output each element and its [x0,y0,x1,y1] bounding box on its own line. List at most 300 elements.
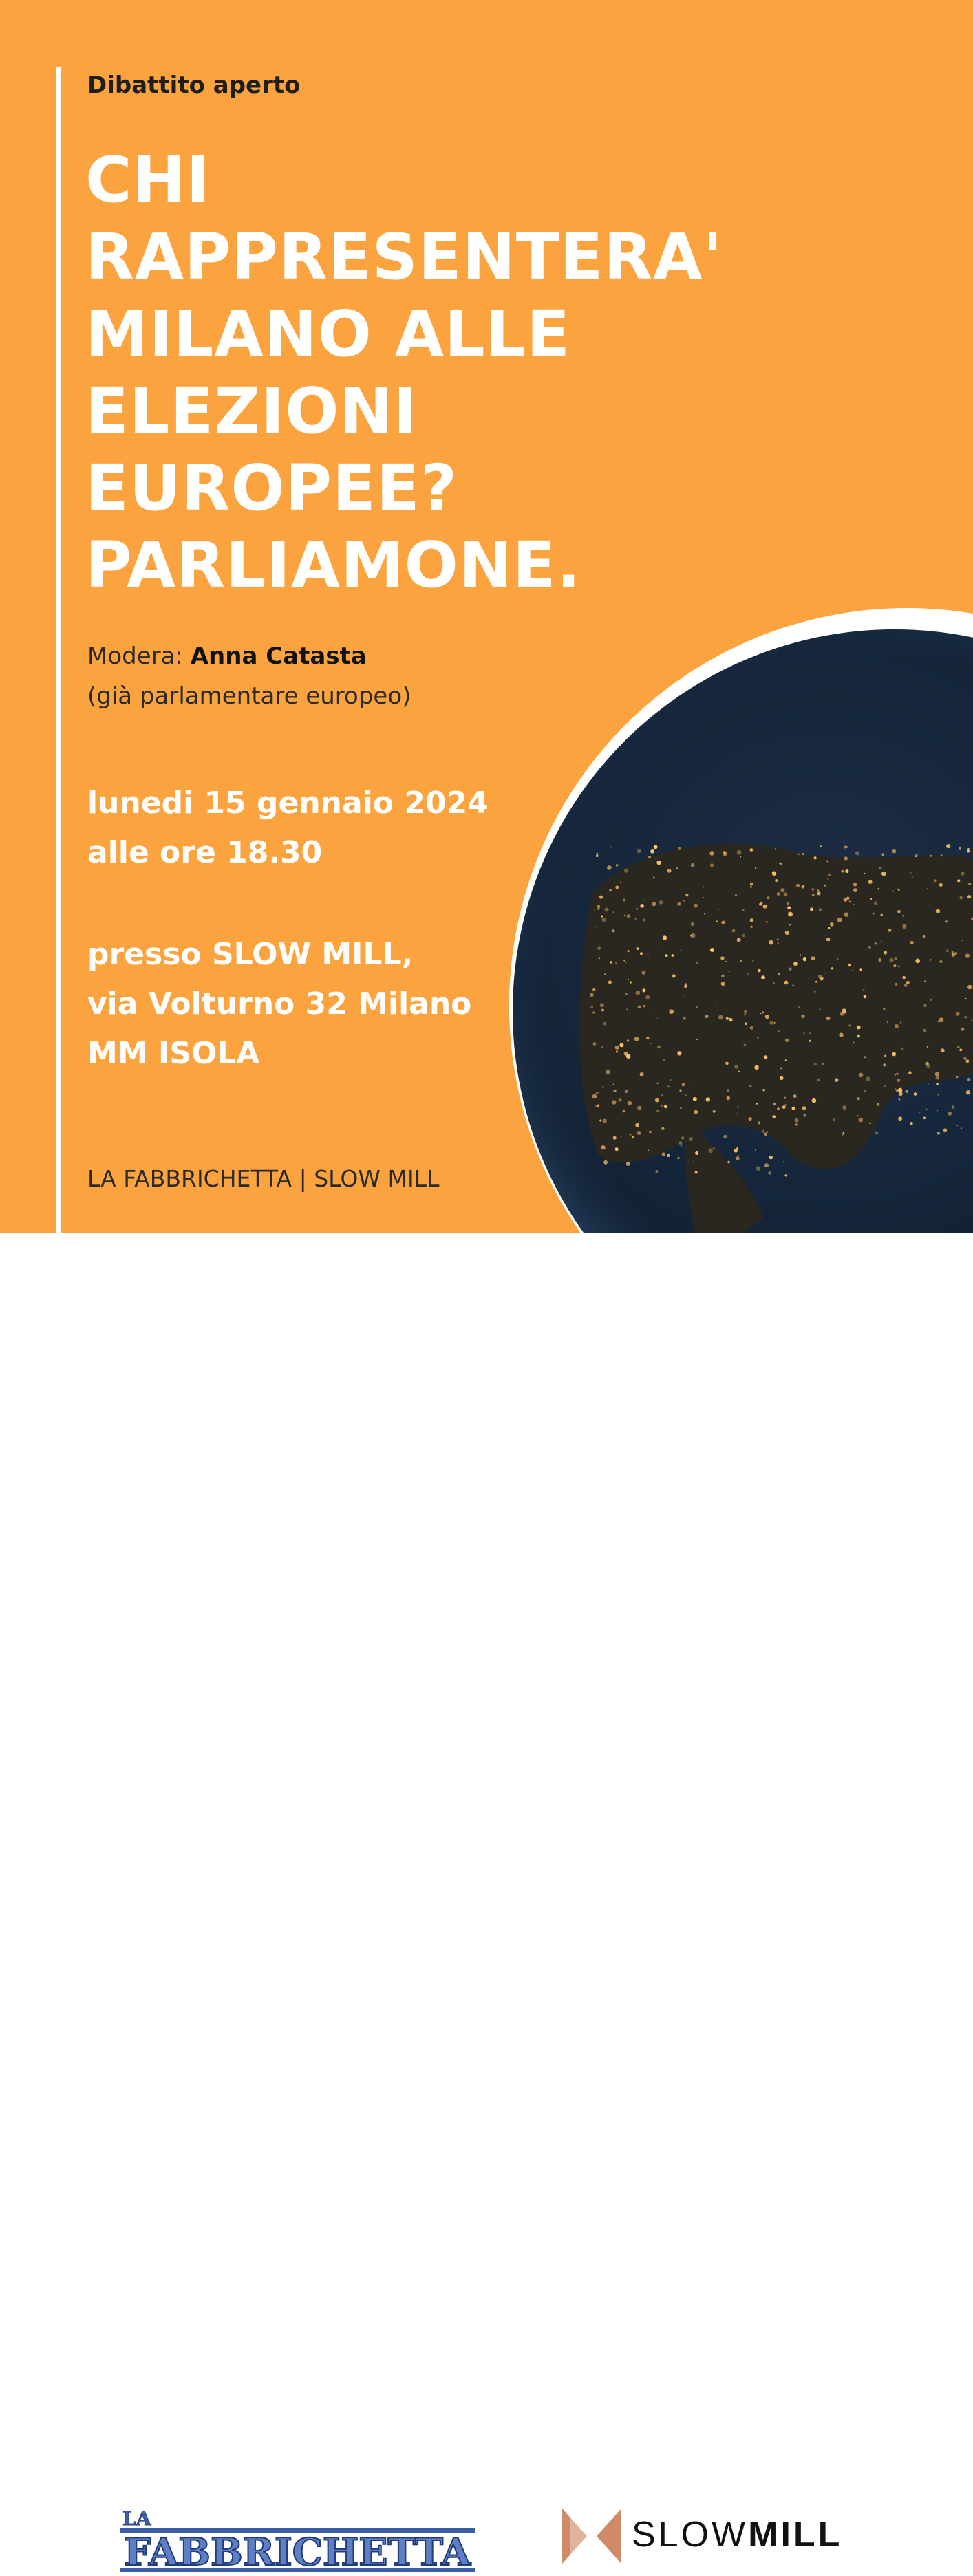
city-light [923,1029,926,1032]
city-light [727,1089,729,1092]
city-light [897,1079,900,1082]
city-light [803,1032,804,1034]
city-light [853,904,855,905]
city-light [642,971,646,975]
city-light [657,1018,659,1019]
city-light [750,926,753,929]
city-light [892,849,897,854]
city-light [813,856,816,859]
city-light [654,845,658,849]
city-light [597,907,600,910]
city-light [793,1094,797,1098]
city-light [680,1107,681,1109]
city-light [663,935,667,940]
city-light [713,1147,715,1149]
city-light [760,1013,762,1014]
fabbrichetta-logo [118,2507,476,2576]
city-light [601,916,603,918]
city-light [592,1011,595,1013]
city-light [952,1105,955,1109]
city-light [777,1107,780,1110]
city-light [601,1009,604,1012]
city-light [750,848,753,852]
city-light [653,877,655,879]
city-light [599,896,603,899]
city-light [817,1079,821,1082]
city-light [864,1090,866,1092]
city-light [967,850,970,853]
city-light [784,1097,786,1099]
city-light [784,893,788,897]
city-light [691,933,696,938]
city-light [898,966,899,967]
city-light [745,1022,747,1025]
city-light [802,885,805,889]
city-light [607,865,612,870]
city-light [853,1042,855,1043]
city-light [767,896,769,899]
city-light [870,898,872,900]
city-light [668,1085,670,1087]
city-light [800,954,801,955]
city-light [613,1136,617,1140]
city-light [635,1123,639,1127]
city-light [636,908,638,910]
city-light [672,974,676,977]
city-light [642,988,645,992]
city-light [610,846,612,847]
city-light [637,1131,641,1135]
city-light [852,970,853,971]
city-light [839,1033,843,1037]
city-light [627,1039,629,1041]
fabbrichetta-logo-small: LA [122,2507,151,2530]
city-light [756,1166,761,1171]
city-light [683,900,685,902]
city-light [895,957,897,960]
city-light [967,985,972,990]
city-light [643,1005,645,1007]
city-light [948,1112,952,1116]
city-light [721,975,725,978]
city-light [785,931,789,935]
city-light [744,1010,747,1013]
city-light [773,982,775,984]
city-light [608,980,612,984]
city-light [738,1155,739,1156]
city-light [939,1017,944,1022]
city-light [904,984,908,987]
city-light [623,960,625,961]
city-light [680,949,681,951]
city-light [857,1097,860,1100]
city-light [662,1152,665,1156]
city-light [775,879,778,882]
city-light [910,941,914,944]
city-light [908,1071,912,1074]
city-light [842,1134,844,1136]
city-light [857,1026,861,1030]
city-light [590,1006,593,1008]
city-light [596,927,597,928]
city-light [859,1073,864,1078]
city-light [677,1157,679,1159]
city-light [769,940,773,945]
city-light [957,879,960,882]
city-light [615,962,617,964]
city-light [679,1141,683,1145]
city-light [939,960,942,963]
city-light [623,1110,625,1112]
city-light [737,850,742,855]
city-light [681,1136,684,1139]
city-light [626,1162,630,1166]
city-light [703,886,704,887]
city-light [774,1022,776,1024]
city-light [965,998,967,999]
city-light [750,886,752,888]
city-light [619,1043,623,1047]
city-light [693,1161,694,1162]
city-light [616,1051,618,1053]
city-light [914,1092,917,1096]
city-light [758,1121,760,1124]
city-light [597,1105,599,1107]
city-light [632,1136,634,1139]
city-light [923,1004,927,1008]
city-light [875,1132,878,1135]
city-light [636,991,641,995]
city-light [848,964,851,967]
city-light [967,1078,970,1081]
moderator-name: Anna Catasta [190,642,367,670]
city-light [930,999,932,1001]
moderator-label: Modera: [87,642,183,670]
city-light [793,962,798,966]
headline-line: CHI [85,143,211,217]
city-light [685,894,688,896]
city-light [810,907,813,911]
city-light [766,921,768,923]
city-light [826,1017,831,1021]
city-light [718,1015,723,1020]
city-light [640,1072,644,1076]
city-light [667,869,672,873]
city-light [696,1039,698,1040]
city-light [592,988,595,991]
city-light [734,1065,738,1069]
city-light [843,1010,846,1014]
city-light [605,908,609,912]
city-light [606,1070,610,1074]
city-light [927,888,928,889]
city-light [881,914,883,916]
city-light [897,910,901,913]
city-light [809,1040,811,1042]
city-light [866,1076,871,1081]
city-light [645,995,650,999]
city-light [769,1156,773,1159]
city-light [738,1071,740,1073]
city-light [815,991,816,993]
city-light [828,874,831,876]
city-light [657,1083,659,1084]
city-light [896,1073,898,1075]
city-light [881,941,882,942]
city-light [967,895,971,898]
venue-line: presso SLOW MILL, [87,937,414,972]
city-light [772,1115,776,1118]
city-light [590,993,593,997]
city-light [844,856,848,860]
city-light [905,1102,906,1103]
city-light [923,935,926,938]
city-light [780,1067,782,1069]
city-light [762,1130,764,1133]
city-light [648,856,651,858]
city-light [764,1055,768,1059]
city-light [706,1097,710,1101]
city-light [596,854,599,857]
city-light [614,1090,617,1092]
city-light [784,981,789,985]
city-light [845,869,848,873]
city-light [782,1105,786,1109]
city-light [783,1161,784,1162]
city-light [683,995,684,997]
city-light [815,981,817,983]
city-light [630,1134,632,1136]
city-light [650,1043,652,1044]
city-light [749,1117,752,1121]
city-light [640,952,643,955]
city-light [900,1021,901,1023]
city-light [952,953,955,957]
slowmill-logo-thin: SLOW [632,2515,749,2555]
city-light [637,849,641,853]
city-light [770,1021,773,1025]
city-light [624,1052,628,1056]
event-date: lunedi 15 gennaio 2024 [87,786,489,821]
city-light [726,1096,730,1101]
city-light [669,1009,674,1014]
city-light [868,880,873,884]
city-light [763,905,767,909]
city-light [878,958,881,962]
city-light [915,856,917,857]
city-light [749,1085,752,1087]
city-light [677,1051,681,1055]
city-light [802,1106,806,1110]
city-light [765,1015,769,1019]
slowmill-logo-bold: MILL [748,2515,843,2555]
city-light [824,885,826,887]
city-light [599,957,600,959]
city-light [693,1097,697,1101]
city-light [809,1032,811,1034]
city-light [725,1062,729,1065]
city-light [801,1015,805,1019]
city-light [824,972,825,973]
city-light [895,1088,896,1090]
city-light [696,1006,698,1008]
city-light [613,911,614,913]
city-light [798,1006,800,1008]
city-light [941,854,943,856]
city-light [853,883,857,886]
city-light [901,1048,903,1050]
city-light [755,867,756,869]
city-light [937,1110,938,1111]
city-light [863,989,865,991]
city-light [721,921,725,924]
city-light [820,1008,821,1010]
city-light [626,962,627,963]
city-light [898,1116,902,1121]
city-light [939,883,943,887]
city-light [811,956,815,960]
city-light [837,918,842,922]
city-light [780,1076,784,1081]
city-light [619,1098,622,1102]
city-light [957,1046,959,1048]
city-light [946,949,949,952]
city-light [692,1080,693,1081]
city-light [664,1105,667,1108]
city-light [628,1101,632,1105]
city-light [784,1104,786,1105]
city-light [785,1059,787,1061]
city-light [725,961,727,962]
city-light [630,981,632,983]
city-light [646,1037,649,1039]
city-light [625,1090,628,1093]
city-light [965,953,970,957]
city-light [789,968,791,971]
city-light [814,1063,817,1065]
city-light [615,1046,619,1050]
city-light [752,960,753,962]
city-light [626,993,628,995]
city-light [762,1011,764,1013]
city-light [830,922,834,927]
city-light [902,915,904,917]
city-light [628,979,629,980]
city-light [780,863,782,865]
city-light [650,1014,651,1015]
city-light [597,853,599,855]
city-light [750,883,753,886]
city-light [857,1035,860,1038]
moderator-note: (già parlamentare europeo) [87,682,411,710]
city-light [879,867,882,869]
city-light [742,934,745,938]
city-light [736,1156,740,1160]
city-light [848,1025,851,1027]
city-light [723,852,727,856]
city-light [803,957,806,961]
city-light [602,1119,607,1124]
city-light [663,1059,665,1061]
city-light [677,902,681,906]
city-light [656,1110,659,1112]
city-light [784,1174,787,1176]
city-light [844,912,849,917]
slowmill-logo-mark [561,2507,623,2565]
city-light [691,922,694,926]
city-light [727,1161,730,1164]
city-light [634,1037,639,1041]
fabbrichetta-logo-big: FABBRICHETTA [124,2530,472,2574]
city-light [780,888,784,892]
city-light [789,924,791,926]
city-light [735,894,737,896]
city-light [710,863,714,867]
city-light [642,919,645,922]
city-light [626,1009,628,1010]
city-light [961,872,965,876]
city-light [798,854,799,855]
city-light [842,1105,846,1110]
city-light [930,959,932,961]
city-light [928,1084,929,1085]
city-light [967,848,970,850]
city-light [750,1026,753,1030]
city-light [601,1145,605,1149]
city-light [720,956,724,960]
city-light [892,890,894,891]
city-light [767,1131,768,1132]
city-light [935,1072,939,1076]
city-light [615,886,619,889]
city-light [899,1098,901,1101]
city-light [802,853,804,855]
city-light [721,982,725,986]
city-light [593,1042,597,1046]
city-light [602,1086,604,1088]
city-light [884,951,887,954]
city-light [600,1003,604,1007]
city-light [764,1163,769,1167]
city-light [890,929,891,931]
city-light [941,1048,945,1052]
city-light [954,952,957,955]
city-light [883,1063,886,1066]
city-light [661,1127,664,1130]
city-light [857,1115,859,1116]
headline-line: ELEZIONI [85,374,418,448]
city-light [716,920,718,922]
city-light [685,1094,687,1096]
city-light [655,1098,659,1103]
city-light [898,1088,902,1092]
city-light [640,904,644,908]
city-light [613,1084,614,1085]
city-light [684,985,687,988]
city-light [704,913,705,915]
city-light [855,851,859,855]
poster [0,0,973,1233]
city-light [595,1105,597,1107]
headline-line: PARLIAMONE. [85,528,581,602]
city-light [615,1147,619,1151]
city-light [637,1106,641,1110]
city-light [788,912,793,917]
city-light [729,1018,732,1021]
city-light [689,1137,693,1141]
city-light [792,1107,795,1110]
city-light [647,954,648,955]
